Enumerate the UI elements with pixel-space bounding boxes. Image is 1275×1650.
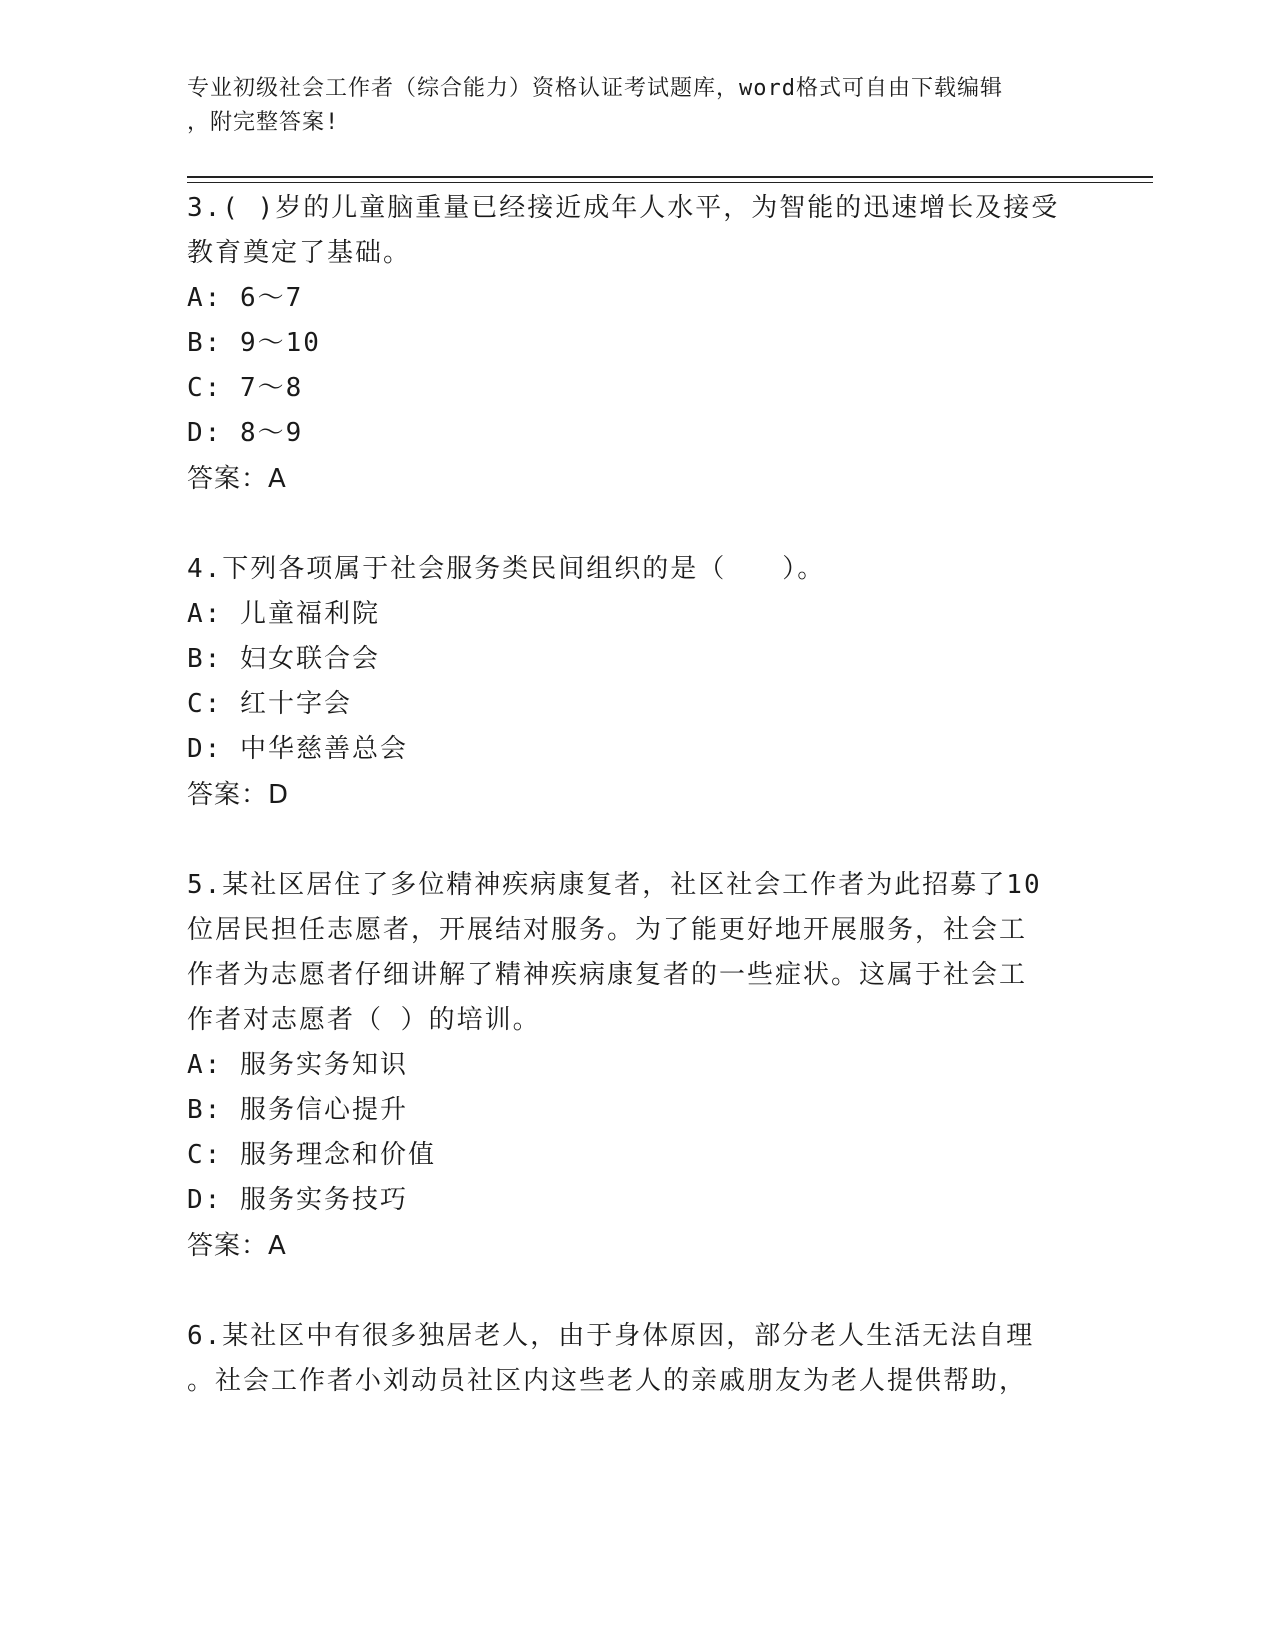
stem-line: 3.( )岁的儿童脑重量已经接近成年人水平，为智能的迅速增长及接受 bbox=[187, 193, 1060, 223]
question-stem bbox=[187, 186, 1087, 276]
question-3 bbox=[187, 186, 1087, 502]
answer-label: 答案：A bbox=[187, 1231, 287, 1261]
answer-label: 答案：D bbox=[187, 780, 290, 810]
option-d: D: 8～9 bbox=[187, 418, 304, 448]
option-a: A: 服务实务知识 bbox=[187, 1050, 408, 1080]
option-c: C: 服务理念和价值 bbox=[187, 1140, 436, 1170]
question-5 bbox=[187, 863, 1087, 1269]
header-title-line-2: ，附完整答案! bbox=[187, 110, 340, 135]
header-title-line-1: 专业初级社会工作者（综合能力）资格认证考试题库，word格式可自由下载编辑 bbox=[187, 76, 1003, 101]
stem-line: 5.某社区居住了多位精神疾病康复者，社区社会工作者为此招募了10 bbox=[187, 870, 1042, 900]
stem-line: 作者为志愿者仔细讲解了精神疾病康复者的一些症状。这属于社会工 bbox=[187, 960, 1028, 990]
option-a: A: 6～7 bbox=[187, 283, 304, 313]
stem-line: 6.某社区中有很多独居老人，由于身体原因，部分老人生活无法自理 bbox=[187, 1321, 1035, 1351]
document-header bbox=[187, 72, 1067, 140]
option-d: D: 服务实务技巧 bbox=[187, 1185, 408, 1215]
question-4 bbox=[187, 547, 1087, 818]
question-stem bbox=[187, 1314, 1087, 1404]
question-6 bbox=[187, 1314, 1087, 1404]
option-a: A: 儿童福利院 bbox=[187, 599, 380, 629]
stem-line: 。社会工作者小刘动员社区内这些老人的亲戚朋友为老人提供帮助， bbox=[187, 1366, 1028, 1396]
option-c: C: 红十字会 bbox=[187, 689, 352, 719]
question-stem bbox=[187, 547, 1087, 592]
option-c: C: 7～8 bbox=[187, 373, 304, 403]
option-d: D: 中华慈善总会 bbox=[187, 734, 408, 764]
header-divider-thin bbox=[187, 182, 1153, 183]
option-b: B: 妇女联合会 bbox=[187, 644, 380, 674]
stem-line: 作者对志愿者（ ）的培训。 bbox=[187, 1005, 541, 1035]
option-b: B: 9～10 bbox=[187, 328, 321, 358]
answer-label: 答案：A bbox=[187, 464, 287, 494]
question-stem bbox=[187, 863, 1087, 1043]
stem-line: 4.下列各项属于社会服务类民间组织的是（ ）。 bbox=[187, 554, 826, 584]
option-b: B: 服务信心提升 bbox=[187, 1095, 408, 1125]
stem-line: 教育奠定了基础。 bbox=[187, 238, 412, 268]
question-list bbox=[187, 186, 1087, 1404]
stem-line: 位居民担任志愿者，开展结对服务。为了能更好地开展服务，社会工 bbox=[187, 915, 1028, 945]
header-divider-thick bbox=[187, 176, 1153, 178]
